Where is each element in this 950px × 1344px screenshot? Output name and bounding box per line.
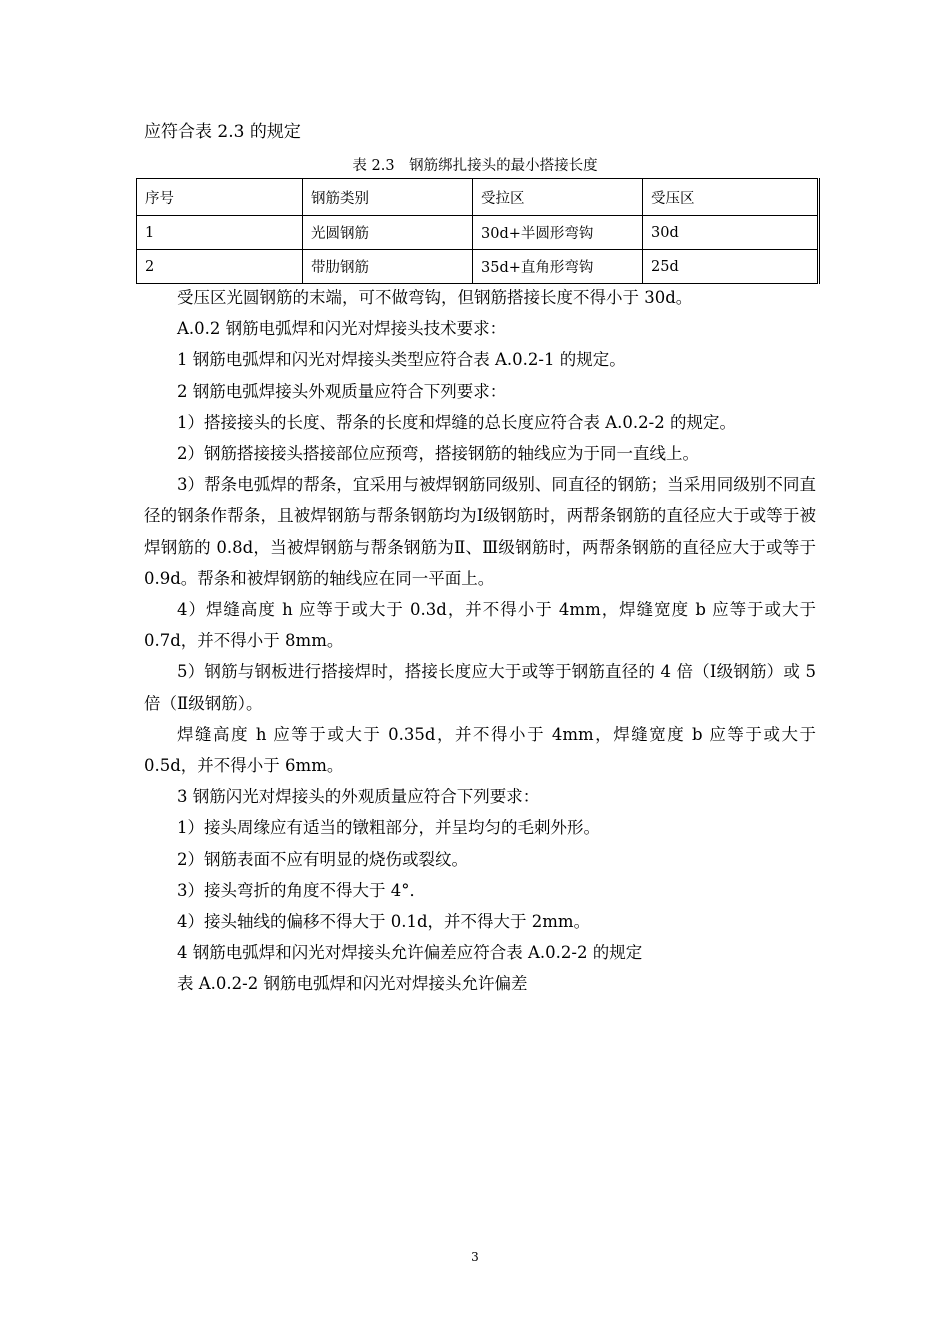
paragraph: 3 钢筋闪光对焊接头的外观质量应符合下列要求：: [177, 787, 540, 807]
intro-line: 应符合表 2.3 的规定: [144, 122, 301, 142]
paragraph: 5）钢筋与钢板进行搭接焊时，搭接长度应大于或等于钢筋直径的 4 倍（Ⅰ级钢筋）或 5 倍（Ⅱ级钢筋）。: [144, 662, 816, 713]
paragraph: 1）搭接接头的长度、帮条的长度和焊缝的总长度应符合表 A.0.2-2 的规定。: [177, 412, 736, 432]
table-header-cell: 钢筋类别: [303, 179, 473, 216]
table-cell: 35d+直角形弯钩: [473, 250, 643, 284]
paragraph: 1）接头周缘应有适当的镦粗部分，并呈均匀的毛刺外形。: [177, 818, 600, 838]
table-cell: 带肋钢筋: [303, 250, 473, 284]
table-cell: 光圆钢筋: [303, 216, 473, 250]
paragraph: A.0.2 钢筋电弧焊和闪光对焊接头技术要求：: [177, 319, 507, 339]
table-row: [137, 216, 819, 250]
paragraph: 4）接头轴线的偏移不得大于 0.1d，并不得大于 2mm。: [177, 912, 591, 932]
table-cell: 2: [137, 250, 303, 284]
table-cell: 30d+半圆形弯钩: [473, 216, 643, 250]
table-caption: 表 2.3 钢筋绑扎接头的最小搭接长度: [352, 158, 598, 174]
paragraph: 3）帮条电弧焊的帮条，宜采用与被焊钢筋同级别、同直径的钢筋；当采用同级别不同直径的钢条作帮条，且被焊钢筋与帮条钢筋均为Ⅰ级钢筋时，两帮条钢筋的直径应大于或等于被焊钢筋的 0.8d，当被焊钢筋与帮条钢筋为Ⅱ、Ⅲ级钢筋时，两帮条钢筋的直径应大于或等于 0.9d。帮条和被焊钢筋的轴线应在同一平面上。: [144, 475, 816, 588]
table-row: [137, 250, 819, 284]
paragraph: 3）接头弯折的角度不得大于 4°．: [177, 880, 426, 900]
paragraph: 4 钢筋电弧焊和闪光对焊接头允许偏差应符合表 A.0.2-2 的规定: [177, 943, 643, 963]
paragraph: 2）钢筋搭接接头搭接部位应预弯，搭接钢筋的轴线应为于同一直线上。: [177, 444, 699, 464]
paragraph: 4）焊缝高度 h 应等于或大于 0.3d，并不得小于 4mm，焊缝宽度 b 应等于或大于 0.7d，并不得小于 8mm。: [144, 600, 816, 651]
paragraph: 1 钢筋电弧焊和闪光对焊接头类型应符合表 A.0.2-1 的规定。: [177, 350, 626, 370]
paragraph: 2）钢筋表面不应有明显的烧伤或裂纹。: [177, 849, 468, 869]
lap-length-table: [136, 178, 820, 284]
body-text: [144, 282, 816, 1000]
paragraph: 2 钢筋电弧焊接头外观质量应符合下列要求：: [177, 381, 507, 401]
table-header-row: [137, 179, 819, 216]
page-number: 3: [471, 1250, 479, 1264]
table-header-cell: 序号: [137, 179, 303, 216]
paragraph: 焊缝高度 h 应等于或大于 0.35d，并不得小于 4mm，焊缝宽度 b 应等于或大于 0.5d，并不得小于 6mm。: [144, 724, 816, 776]
table-header-cell: 受拉区: [473, 179, 643, 216]
table-header-cell: 受压区: [643, 179, 819, 216]
table-cell: 30d: [643, 216, 819, 250]
paragraph: 受压区光圆钢筋的末端，可不做弯钩，但钢筋搭接长度不得小于 30d。: [177, 288, 693, 307]
table-cell: 25d: [643, 250, 819, 284]
table-cell: 1: [137, 216, 303, 250]
paragraph: 表 A.0.2-2 钢筋电弧焊和闪光对焊接头允许偏差: [177, 974, 528, 994]
